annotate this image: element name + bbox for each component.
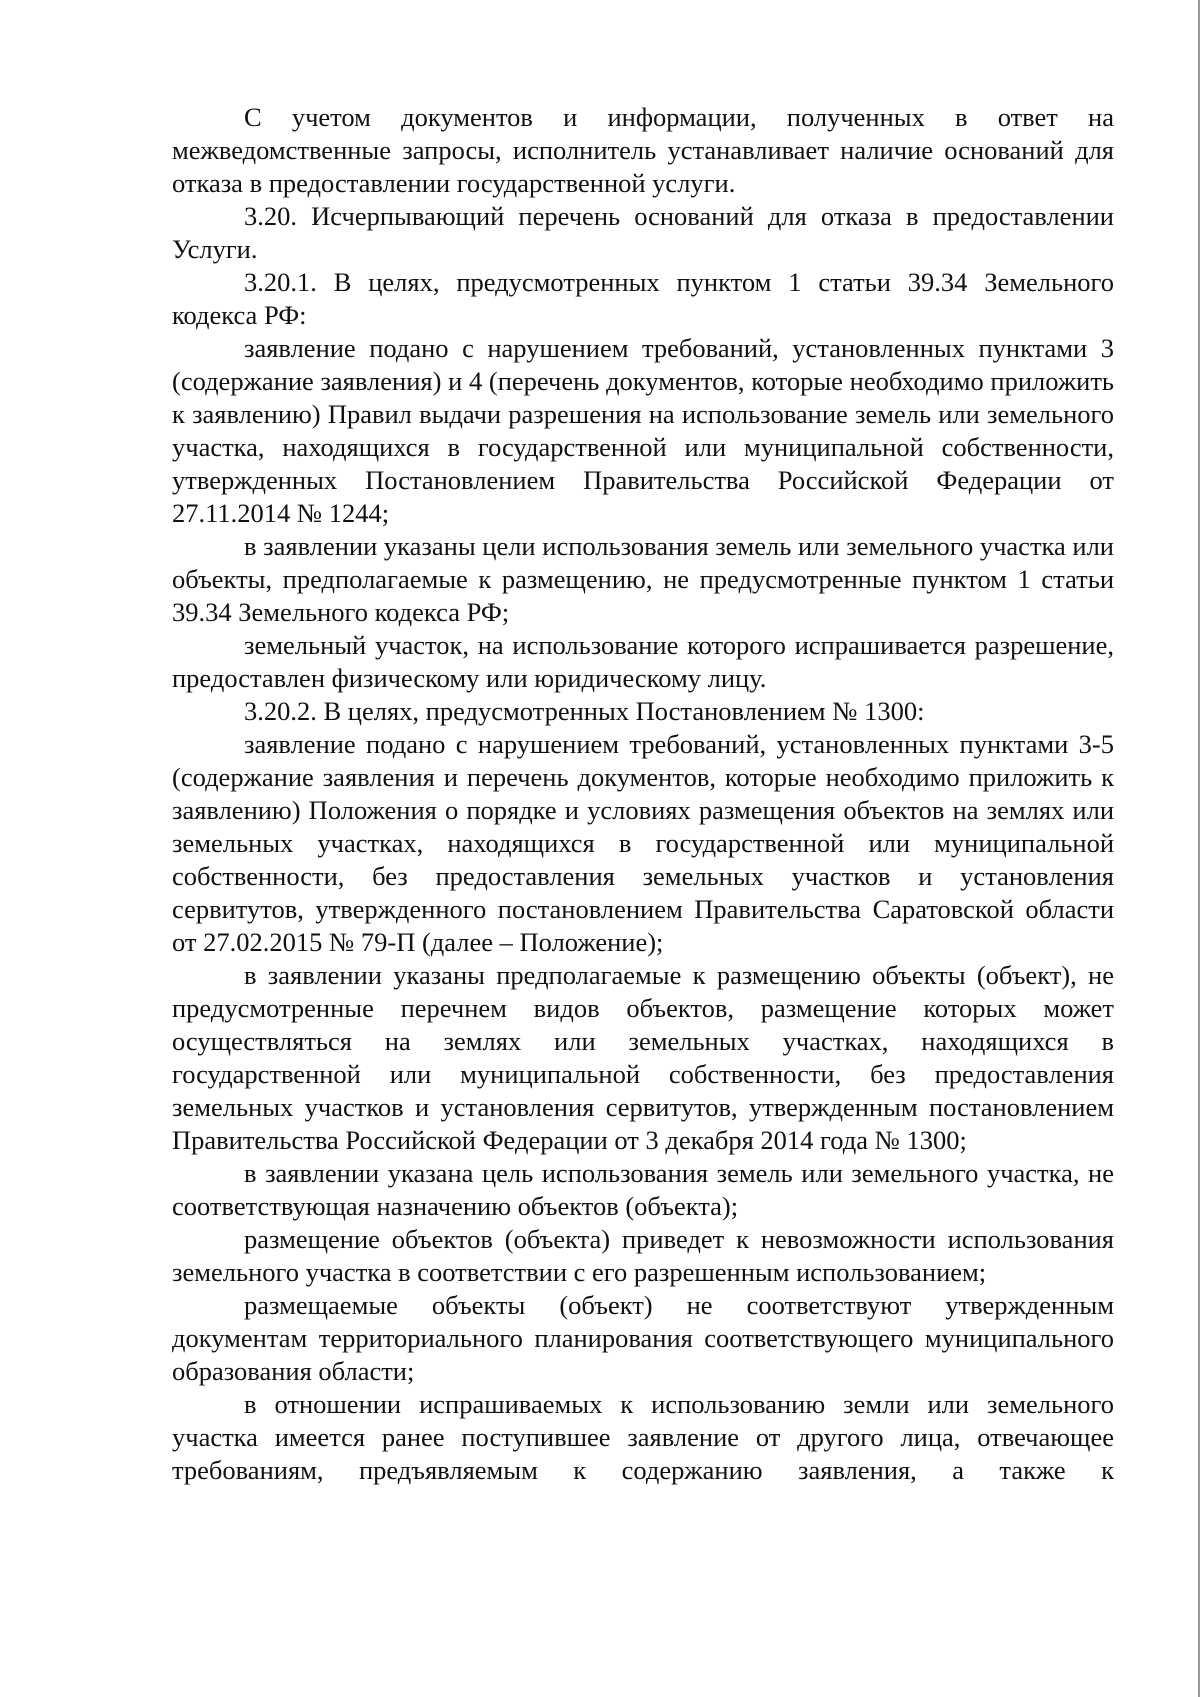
paragraph-use-impossible: размещение объектов (объекта) приведет к невозможности использования земельного участка в соответствии с его разрешенным использованием; <box>172 1224 1114 1287</box>
document-body <box>172 101 1114 1487</box>
paragraph-section-3-20: 3.20. Исчерпывающий перечень оснований для отказа в предоставлении Услуги. <box>172 201 1114 264</box>
paragraph-purpose-mismatch: в заявлении указана цель использования земель или земельного участка, не соответствующая назначению объектов (объекта); <box>172 1158 1114 1221</box>
paragraph-objects-not-in-list: в заявлении указаны предполагаемые к размещению объекты (объект), не предусмотренные перечнем видов объектов, размещение которых может осуществляться на землях или земельных участках, находящихся в государственной или муниципальной собственности, без предоставления земельных участков и установления сервитутов, утвержденным постановлением Правительства Российской Федерации от 3 декабря 2014 года № 1300; <box>172 960 1114 1155</box>
paragraph-section-3-20-1: 3.20.1. В целях, предусмотренных пунктом 1 статьи 39.34 Земельного кодекса РФ: <box>172 267 1114 330</box>
paragraph-interagency-requests: С учетом документов и информации, полученных в ответ на межведомственные запросы, исполнитель устанавливает наличие оснований для отказа в предоставлении государственной услуги. <box>172 102 1114 198</box>
paragraph-purposes-not-provided: в заявлении указаны цели использования земель или земельного участка или объекты, предполагаемые к размещению, не предусмотренные пунктом 1 статьи 39.34 Земельного кодекса РФ; <box>172 531 1114 627</box>
paragraph-planning-mismatch: размещаемые объекты (объект) не соответствуют утвержденным документам территориального планирования соответствующего муниципального образования области; <box>172 1290 1114 1386</box>
paragraph-plot-already-granted: земельный участок, на использование которого испрашивается разрешение, предоставлен физическому или юридическому лицу. <box>172 630 1114 693</box>
paragraph-application-violation-regulation: заявление подано с нарушением требований, установленных пунктами 3-5 (содержание заявления и перечень документов, которые необходимо приложить к заявлению) Положения о порядке и условиях размещения объектов на землях или земельных участках, находящихся в государственной или муниципальной собственности, без предоставления земельных участков и установления сервитутов, утвержденного постановлением Правительства Саратовской области от 27.02.2015 № 79-П (далее – Положение); <box>172 729 1114 957</box>
paragraph-application-violation-rules: заявление подано с нарушением требований, установленных пунктами 3 (содержание заявления) и 4 (перечень документов, которые необходимо приложить к заявлению) Правил выдачи разрешения на использование земель или земельного участка, находящихся в государственной или муниципальной собственности, утвержденных Постановлением Правительства Российской Федерации от 27.11.2014 № 1244; <box>172 333 1114 528</box>
paragraph-prior-application: в отношении испрашиваемых к использованию земли или земельного участка имеется ранее поступившее заявление от другого лица, отвечающее требованиям, предъявляемым к содержанию заявления, а также к <box>172 1389 1114 1485</box>
paragraph-section-3-20-2: 3.20.2. В целях, предусмотренных Постановлением № 1300: <box>244 696 925 726</box>
